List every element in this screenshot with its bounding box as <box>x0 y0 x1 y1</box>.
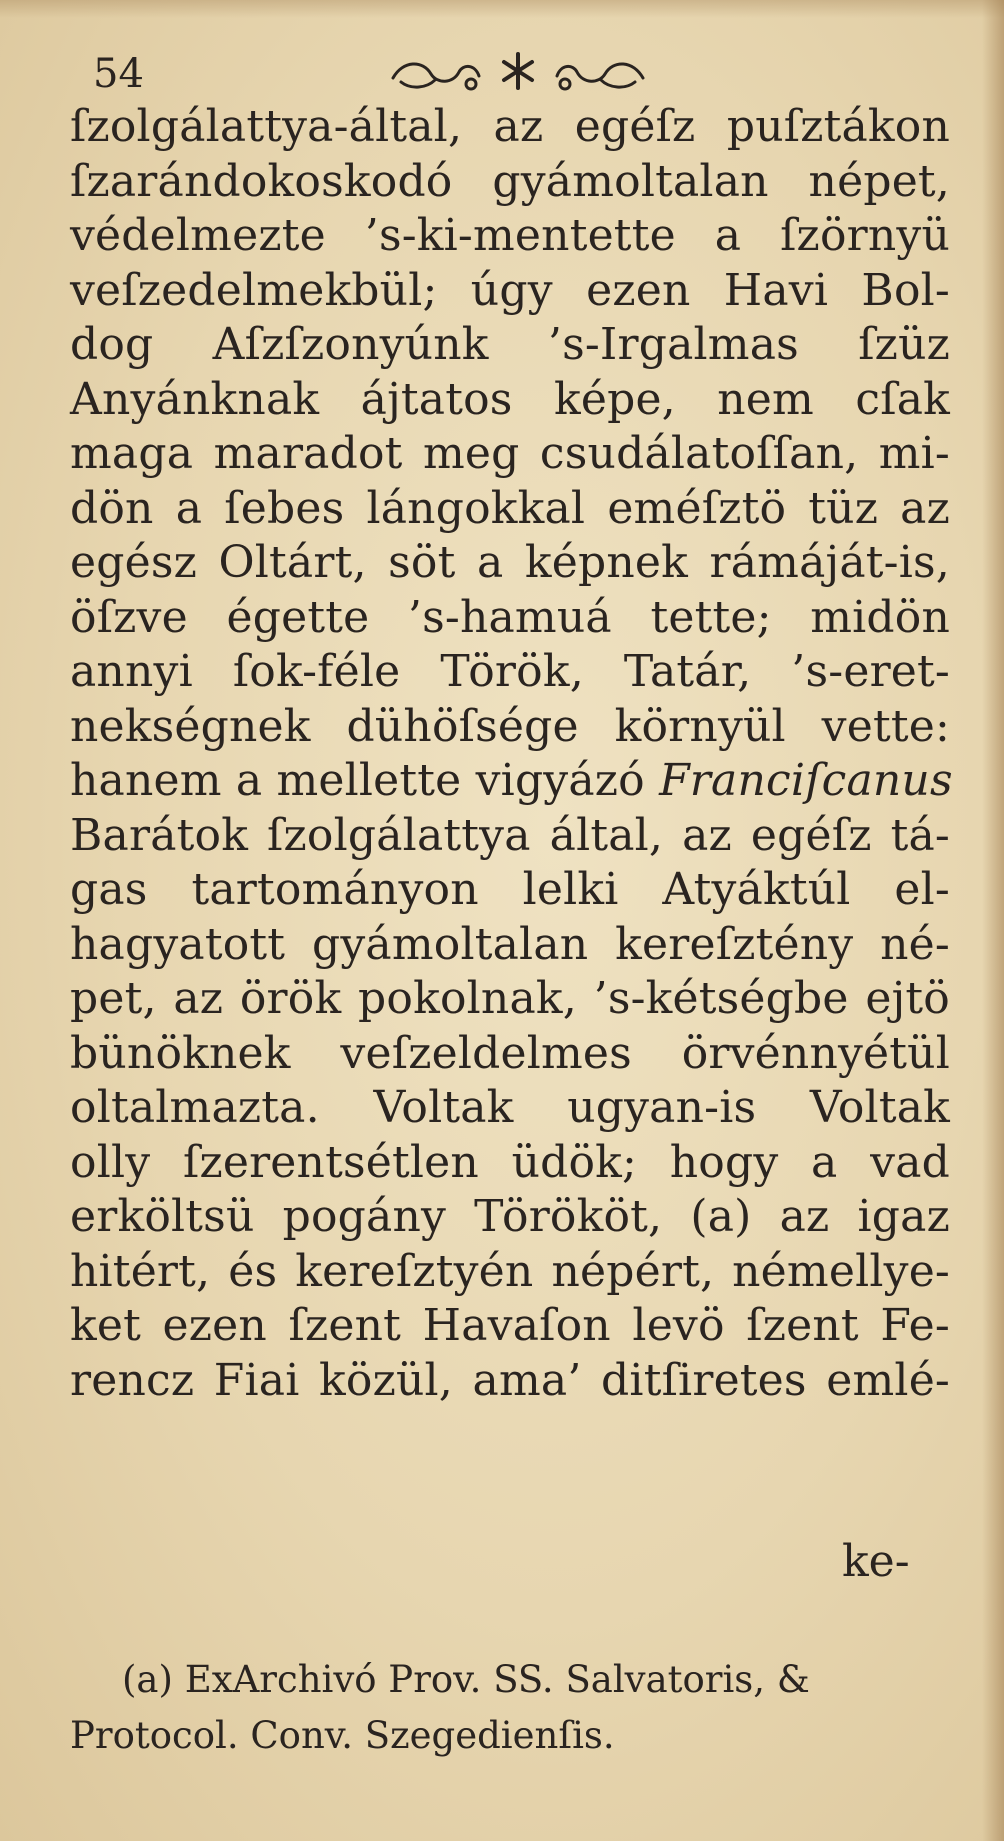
text-fragment: hanem a mellette vigyázó <box>70 755 645 806</box>
text-line: dog Aſzſzonyúnk ’s-Irgalmas ſzüz <box>70 319 950 370</box>
text-line: nekségnek dühöſsége környül vette: <box>70 700 950 752</box>
page-gutter-shadow <box>982 0 1004 1841</box>
text-line: védelmezte ’s-ki-mentette a ſzörnyü <box>70 210 950 261</box>
text-line: maga maradot meg csudálatoſſan, mi- <box>70 428 950 479</box>
text-line: Anyánknak ájtatos képe, nem cſak <box>70 373 950 425</box>
text-line: rencz Fiai közül, ama’ ditſiretes emlé- <box>70 1354 950 1406</box>
page-header <box>0 48 1004 108</box>
text-line: bünöknek veſzeldelmes örvénnyétül <box>70 1027 950 1079</box>
text-line: Barátok ſzolgálattya által, az egéſz tá- <box>70 809 950 861</box>
text-line: pet, az örök pokolnak, ’s-kétségbe ejtö <box>70 973 950 1024</box>
text-line: dön a ſebes lángokkal eméſztö tüz az <box>70 482 950 534</box>
page-number: 54 <box>93 51 144 97</box>
text-line: gas tartományon lelki Atyáktúl el- <box>70 864 950 915</box>
text-line: oltalmazta. Voltak ugyan-is Voltak <box>70 1082 950 1133</box>
asterisk-icon <box>504 54 532 88</box>
body-text <box>70 100 953 1408</box>
catchword: ke- <box>842 1536 910 1587</box>
text-line: annyi ſok-féle Török, Tatár, ’s-eret- <box>70 646 950 697</box>
footnote-line: (a) ExArchivó Prov. SS. Salvatoris, & <box>122 1658 810 1701</box>
text-line-with-italic <box>70 754 953 809</box>
text-line: hitért, és kereſztyén népért, némellye- <box>70 1245 950 1297</box>
footnote-line: Protocol. Conv. Szegedienſis. <box>70 1714 615 1757</box>
text-line: olly ſzerentsétlen üdök; hogy a vad <box>70 1136 950 1188</box>
text-line: ſzolgálattya-által, az egéſz puſztákon <box>70 101 950 152</box>
text-line: veſzedelmekbül; úgy ezen Havi Bol- <box>70 264 950 316</box>
text-line: ket ezen ſzent Havaſon levö ſzent Fe- <box>70 1300 950 1351</box>
text-line: ſzarándokoskodó gyámoltalan népet, <box>70 155 950 207</box>
italic-word: Franciſcanus <box>659 755 953 806</box>
text-line: egész Oltárt, söt a képnek rámáját-is, <box>70 537 950 588</box>
text-line: erköltsü pogány Törököt, (a) az igaz <box>70 1191 950 1242</box>
text-line: öſzve égette ’s-hamuá tette; midön <box>70 591 950 643</box>
footnote <box>70 1652 950 1764</box>
text-line: hagyatott gyámoltalan kereſztény né- <box>70 918 950 970</box>
page-top-shadow <box>0 0 1004 18</box>
fleuron-ornament-icon <box>383 48 653 100</box>
